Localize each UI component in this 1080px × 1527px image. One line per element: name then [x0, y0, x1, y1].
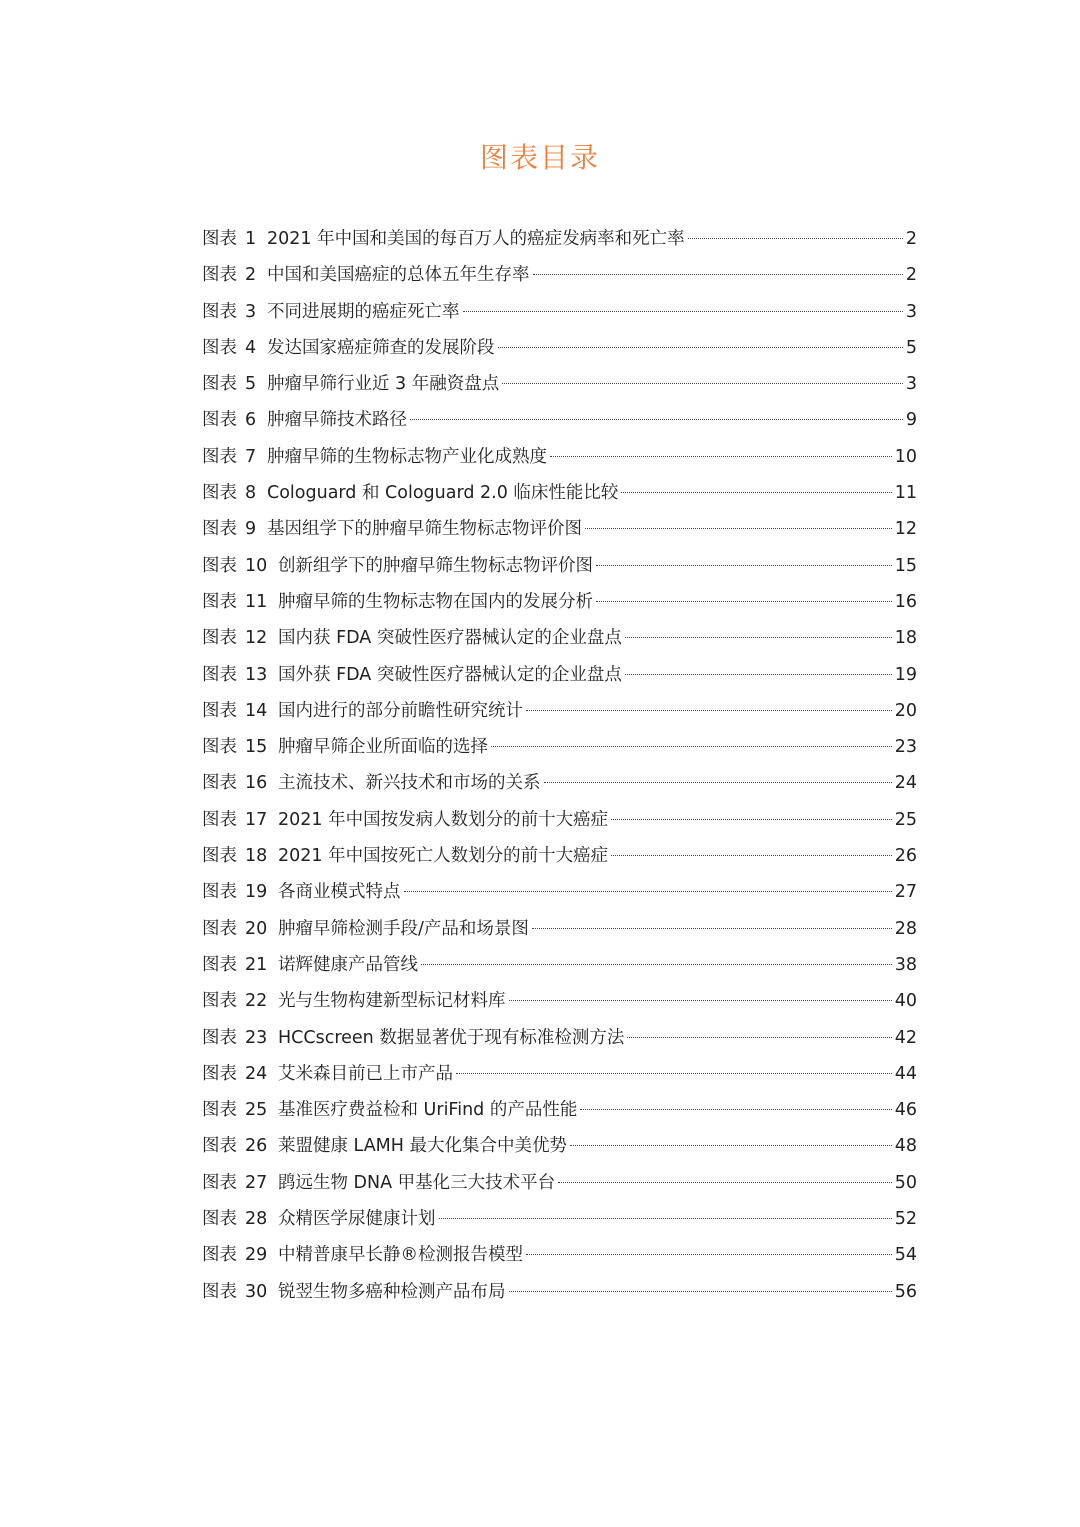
toc-entry-number: 24 — [245, 1063, 268, 1084]
toc-entry-label — [202, 947, 278, 983]
toc-entry-number: 20 — [245, 918, 268, 939]
toc-entry-prefix: 图表 — [202, 374, 237, 395]
toc-entry-label — [202, 330, 267, 366]
dot-leader — [558, 1182, 892, 1183]
toc-entry-prefix: 图表 — [202, 954, 237, 975]
toc-entry-page-number: 46 — [894, 1100, 917, 1121]
toc-entry-page-number: 27 — [894, 882, 917, 903]
toc-entry-page-number: 48 — [894, 1136, 917, 1157]
toc-entry-page-number: 9 — [905, 410, 917, 431]
toc-entry-page-number: 2 — [905, 265, 917, 286]
toc-entry-number: 4 — [245, 337, 257, 358]
toc-entry-prefix: 图表 — [202, 555, 237, 576]
toc-entry-label — [202, 874, 278, 910]
toc-entry-prefix: 图表 — [202, 410, 237, 431]
toc-entry-number: 25 — [245, 1100, 268, 1121]
dot-leader — [498, 347, 903, 348]
toc-entry-title: 肿瘤早筛检测手段/产品和场景图 — [278, 918, 529, 939]
toc-entry-page-number: 16 — [894, 591, 917, 612]
toc-entry-title: Cologuard 和 Cologuard 2.0 临床性能比较 — [267, 483, 619, 504]
toc-entry-number: 11 — [245, 591, 268, 612]
toc-entry-label — [202, 838, 278, 874]
toc-entry-title: 光与生物构建新型标记材料库 — [278, 991, 506, 1012]
toc-entry-title: 发达国家癌症筛查的发展阶段 — [267, 337, 495, 358]
dot-leader — [621, 492, 891, 493]
toc-entry-title: 艾米森目前已上市产品 — [278, 1063, 453, 1084]
dot-leader — [421, 964, 892, 965]
toc-entry[interactable] — [202, 584, 917, 620]
toc-entry-number: 14 — [245, 700, 268, 721]
page-title: 图表目录 — [479, 141, 600, 174]
dot-leader — [509, 1291, 892, 1292]
dot-leader — [509, 1000, 892, 1001]
toc-entry-prefix: 图表 — [202, 229, 237, 249]
dot-leader — [502, 383, 903, 384]
toc-entry-prefix: 图表 — [202, 737, 237, 758]
toc-entry-page-number: 50 — [894, 1172, 917, 1193]
toc-entry[interactable] — [202, 729, 917, 765]
toc-entry[interactable] — [202, 439, 917, 475]
dot-leader — [533, 274, 903, 275]
toc-entry-number: 7 — [245, 446, 257, 467]
dot-leader — [491, 746, 892, 747]
toc-entry-number: 3 — [245, 301, 257, 322]
toc-entry-title: 2021 年中国按死亡人数划分的前十大癌症 — [278, 846, 609, 867]
toc-entry-prefix: 图表 — [202, 1100, 237, 1121]
dot-leader — [611, 855, 892, 856]
toc-entry[interactable] — [202, 1201, 917, 1237]
toc-entry-prefix: 图表 — [202, 664, 237, 685]
toc-entry-number: 27 — [245, 1172, 268, 1193]
toc-entry-prefix: 图表 — [202, 301, 237, 322]
dot-leader — [463, 311, 903, 312]
toc-entry-prefix: 图表 — [202, 1136, 237, 1157]
toc-entry-page-number: 2 — [905, 229, 917, 249]
toc-entry-number: 28 — [245, 1209, 268, 1230]
toc-entry-title: 基因组学下的肿瘤早筛生物标志物评价图 — [267, 519, 582, 540]
toc-entry-prefix: 图表 — [202, 1172, 237, 1193]
toc-entry-number: 29 — [245, 1245, 268, 1266]
toc-entry-title: 创新组学下的肿瘤早筛生物标志物评价图 — [278, 555, 593, 576]
dot-leader — [410, 419, 903, 420]
toc-entry-title: 鹍远生物 DNA 甲基化三大技术平台 — [278, 1172, 556, 1193]
toc-entry[interactable] — [202, 1020, 917, 1056]
toc-entry-number: 15 — [245, 737, 268, 758]
toc-entry-prefix: 图表 — [202, 1027, 237, 1048]
toc-entry-label — [202, 911, 278, 947]
toc-entry-prefix: 图表 — [202, 773, 237, 794]
dot-leader — [526, 1254, 892, 1255]
toc-entry-prefix: 图表 — [202, 1281, 237, 1302]
toc-entry-prefix: 图表 — [202, 446, 237, 467]
toc-entry-page-number: 26 — [894, 846, 917, 867]
toc-entry-title: 锐翌生物多癌种检测产品布局 — [278, 1281, 506, 1302]
toc-entry-label — [202, 548, 278, 584]
toc-entry-label — [202, 1056, 278, 1092]
toc-entry-page-number: 56 — [894, 1281, 917, 1302]
toc-entry-number: 23 — [245, 1027, 268, 1048]
toc-entry-title: 不同进展期的癌症死亡率 — [267, 301, 460, 322]
toc-entry-page-number: 44 — [894, 1063, 917, 1084]
toc-entry-prefix: 图表 — [202, 337, 237, 358]
toc-entry-prefix: 图表 — [202, 483, 237, 504]
toc-entry-page-number: 3 — [905, 301, 917, 322]
toc-entry-prefix: 图表 — [202, 809, 237, 830]
toc-entry-label — [202, 475, 267, 511]
toc-entry-prefix: 图表 — [202, 918, 237, 939]
toc-entry-label — [202, 1020, 278, 1056]
toc-entry-label — [202, 1237, 278, 1273]
toc-entry-label — [202, 511, 267, 547]
toc-entry-title: 众精医学尿健康计划 — [278, 1209, 436, 1230]
toc-entry-label — [202, 1201, 278, 1237]
toc-entry-prefix: 图表 — [202, 1245, 237, 1266]
toc-entry-title: 国内进行的部分前瞻性研究统计 — [278, 700, 523, 721]
toc-entry-number: 17 — [245, 809, 268, 830]
toc-entry[interactable] — [202, 874, 917, 910]
toc-entry-number: 18 — [245, 846, 268, 867]
toc-entry-page-number: 42 — [894, 1027, 917, 1048]
toc-entry-title: 基准医疗费益检和 UriFind 的产品性能 — [278, 1100, 578, 1121]
toc-entry-number: 30 — [245, 1281, 268, 1302]
toc-entry[interactable] — [202, 511, 917, 547]
toc-entry-title: 莱盟健康 LAMH 最大化集合中美优势 — [278, 1136, 568, 1157]
toc-entry-page-number: 52 — [894, 1209, 917, 1230]
toc-entry[interactable] — [202, 911, 917, 947]
toc-entry-prefix: 图表 — [202, 700, 237, 721]
toc-entry-title: 肿瘤早筛的生物标志物产业化成熟度 — [267, 446, 547, 467]
dot-leader — [570, 1145, 892, 1146]
toc-entry-number: 13 — [245, 664, 268, 685]
toc-entry-number: 1 — [245, 229, 257, 249]
toc-entry-label — [202, 983, 278, 1019]
toc-entry[interactable] — [202, 1128, 917, 1164]
toc-entry-label — [202, 439, 267, 475]
toc-entry-title: 肿瘤早筛行业近 3 年融资盘点 — [267, 374, 500, 395]
toc-entry-page-number: 24 — [894, 773, 917, 794]
toc-entry-page-number: 38 — [894, 954, 917, 975]
toc-entry-label — [202, 693, 278, 729]
toc-entry[interactable] — [202, 1165, 917, 1201]
toc-entry[interactable] — [202, 947, 917, 983]
toc-entry-title: 国内获 FDA 突破性医疗器械认定的企业盘点 — [278, 628, 622, 649]
dot-leader — [688, 238, 903, 239]
toc-entry-page-number: 19 — [894, 664, 917, 685]
toc-entry-title: 各商业模式特点 — [278, 882, 401, 903]
toc-entry-label — [202, 1274, 278, 1310]
toc-entry[interactable] — [202, 838, 917, 874]
table-of-figures — [202, 221, 917, 1310]
toc-entry[interactable] — [202, 402, 917, 438]
toc-entry-label — [202, 657, 278, 693]
toc-entry-label — [202, 765, 278, 801]
toc-entry-number: 6 — [245, 410, 257, 431]
toc-entry-number: 26 — [245, 1136, 268, 1157]
toc-entry-page-number: 3 — [905, 374, 917, 395]
toc-entry-page-number: 20 — [894, 700, 917, 721]
toc-entry[interactable] — [202, 1237, 917, 1273]
dot-leader — [611, 819, 892, 820]
toc-entry-page-number: 10 — [894, 446, 917, 467]
toc-entry-title: 诺辉健康产品管线 — [278, 954, 418, 975]
toc-entry[interactable] — [202, 1092, 917, 1128]
toc-entry-label — [202, 729, 278, 765]
toc-entry-number: 9 — [245, 519, 257, 540]
toc-entry-label — [202, 294, 267, 330]
toc-entry-number: 10 — [245, 555, 268, 576]
toc-entry-title: 肿瘤早筛的生物标志物在国内的发展分析 — [278, 591, 593, 612]
toc-entry[interactable] — [202, 802, 917, 838]
toc-entry[interactable] — [202, 765, 917, 801]
dot-leader — [625, 674, 892, 675]
toc-entry-label — [202, 366, 267, 402]
toc-entry-label — [202, 1092, 278, 1128]
toc-entry-page-number: 15 — [894, 555, 917, 576]
toc-entry-label — [202, 257, 267, 293]
toc-entry-prefix: 图表 — [202, 1063, 237, 1084]
dot-leader — [550, 456, 892, 457]
toc-entry-title: 2021 年中国和美国的每百万人的癌症发病率和死亡率 — [267, 229, 685, 249]
dot-leader — [625, 637, 892, 638]
toc-entry-title: HCCscreen 数据显著优于现有标准检测方法 — [278, 1027, 625, 1048]
toc-entry-page-number: 11 — [894, 483, 917, 504]
dot-leader — [544, 782, 892, 783]
toc-entry-number: 8 — [245, 483, 257, 504]
toc-entry[interactable] — [202, 548, 917, 584]
toc-entry-prefix: 图表 — [202, 1209, 237, 1230]
toc-entry-page-number: 5 — [905, 337, 917, 358]
dot-leader — [580, 1109, 891, 1110]
toc-entry-prefix: 图表 — [202, 882, 237, 903]
toc-entry-prefix: 图表 — [202, 628, 237, 649]
toc-entry-title: 2021 年中国按发病人数划分的前十大癌症 — [278, 809, 609, 830]
toc-entry[interactable] — [202, 1056, 917, 1092]
dot-leader — [627, 1037, 891, 1038]
toc-entry-label — [202, 584, 278, 620]
toc-entry-title: 国外获 FDA 突破性医疗器械认定的企业盘点 — [278, 664, 622, 685]
dot-leader — [526, 710, 892, 711]
toc-entry-page-number: 54 — [894, 1245, 917, 1266]
toc-entry-number: 12 — [245, 628, 268, 649]
toc-entry-number: 22 — [245, 991, 268, 1012]
toc-entry[interactable] — [202, 620, 917, 656]
toc-entry-title: 肿瘤早筛企业所面临的选择 — [278, 737, 488, 758]
toc-entry-label — [202, 402, 267, 438]
toc-entry-prefix: 图表 — [202, 591, 237, 612]
toc-entry-label — [202, 620, 278, 656]
toc-entry-number: 16 — [245, 773, 268, 794]
toc-entry-page-number: 12 — [894, 519, 917, 540]
toc-entry[interactable] — [202, 657, 917, 693]
toc-entry[interactable] — [202, 257, 917, 293]
toc-entry-title: 肿瘤早筛技术路径 — [267, 410, 407, 431]
toc-entry[interactable] — [202, 693, 917, 729]
toc-entry[interactable] — [202, 221, 917, 257]
dot-leader — [532, 928, 892, 929]
toc-entry-page-number: 40 — [894, 991, 917, 1012]
dot-leader — [596, 565, 892, 566]
toc-entry[interactable] — [202, 366, 917, 402]
dot-leader — [439, 1218, 892, 1219]
toc-entry[interactable] — [202, 983, 917, 1019]
toc-entry-title: 中国和美国癌症的总体五年生存率 — [267, 265, 530, 286]
toc-entry-title: 中精普康早长静®检测报告模型 — [278, 1245, 523, 1266]
dot-leader — [456, 1073, 892, 1074]
toc-entry-prefix: 图表 — [202, 265, 237, 286]
toc-entry[interactable] — [202, 475, 917, 511]
toc-entry[interactable] — [202, 330, 917, 366]
toc-entry-number: 5 — [245, 374, 257, 395]
toc-entry-label — [202, 1165, 278, 1201]
dot-leader — [596, 601, 892, 602]
toc-entry-page-number: 25 — [894, 809, 917, 830]
toc-entry-prefix: 图表 — [202, 519, 237, 540]
toc-entry-page-number: 23 — [894, 737, 917, 758]
toc-entry-prefix: 图表 — [202, 991, 237, 1012]
dot-leader — [404, 891, 892, 892]
toc-entry-label — [202, 1128, 278, 1164]
toc-entry-label — [202, 221, 267, 257]
toc-entry[interactable] — [202, 294, 917, 330]
toc-entry-number: 2 — [245, 265, 257, 286]
toc-entry[interactable] — [202, 1274, 917, 1310]
toc-entry-prefix: 图表 — [202, 846, 237, 867]
toc-entry-page-number: 18 — [894, 628, 917, 649]
toc-entry-title: 主流技术、新兴技术和市场的关系 — [278, 773, 541, 794]
toc-entry-page-number: 28 — [894, 918, 917, 939]
toc-entry-label — [202, 802, 278, 838]
toc-entry-number: 21 — [245, 954, 268, 975]
dot-leader — [585, 528, 892, 529]
toc-entry-number: 19 — [245, 882, 268, 903]
